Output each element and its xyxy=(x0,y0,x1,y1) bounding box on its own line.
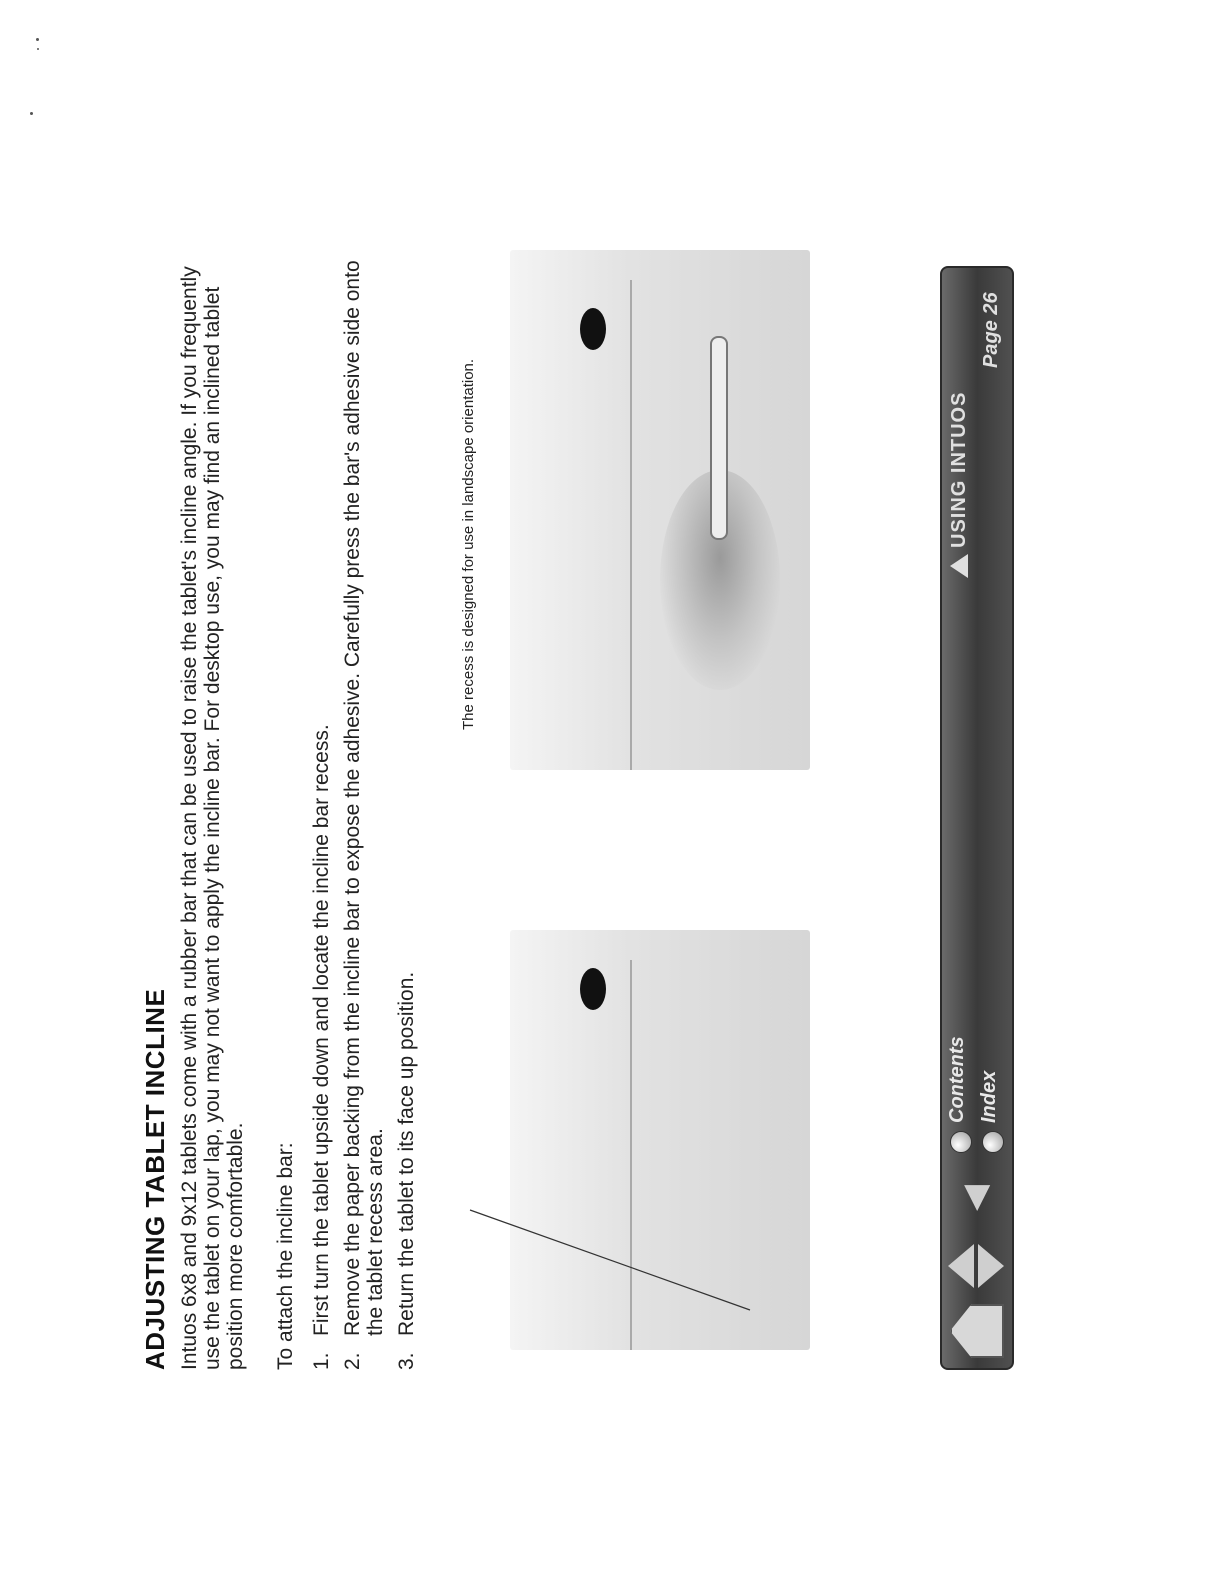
contents-bullet-icon xyxy=(950,1131,972,1153)
step-text: Return the tablet to its face up position. xyxy=(395,971,418,1336)
list-item xyxy=(395,260,418,1370)
applying-incline-bar-photo xyxy=(510,250,810,770)
step-number: 1. xyxy=(310,1352,333,1370)
scan-speck xyxy=(30,112,33,115)
next-page-icon[interactable] xyxy=(978,1244,1004,1288)
scan-speck xyxy=(37,48,39,50)
home-icon[interactable] xyxy=(950,1304,1004,1358)
previous-page-icon[interactable] xyxy=(948,1244,974,1288)
step-number: 2. xyxy=(341,1352,364,1370)
section-up-icon[interactable] xyxy=(950,554,968,578)
index-link[interactable]: Index xyxy=(978,1070,1000,1123)
index-bullet-icon xyxy=(982,1131,1004,1153)
steps-intro: To attach the incline bar: xyxy=(274,1142,297,1370)
section-title[interactable]: USING INTUOS xyxy=(948,391,970,548)
rubber-foot xyxy=(580,308,606,350)
navigation-bar xyxy=(940,266,1014,1370)
incline-bar-recess xyxy=(710,336,728,540)
back-icon[interactable]: ◀ xyxy=(956,1184,994,1212)
list-item xyxy=(310,260,333,1370)
tablet-underside-photo xyxy=(510,930,810,1350)
intro-paragraph: Intuos 6x8 and 9x12 tablets come with a rubber bar that can be used to raise the tablet's incline angle. If you frequently use the tablet on your lap, you may not want to apply the incline bar. For desktop use, you may find an inclined tablet position more comfortable. xyxy=(178,266,247,1370)
page-number: Page 26 xyxy=(980,292,1002,368)
scan-speck xyxy=(36,38,39,41)
list-item xyxy=(341,260,387,1370)
step-text: Remove the paper backing from the incline bar to expose the adhesive. Carefully press the bar's adhesive side onto the tablet recess area. xyxy=(341,260,387,1336)
step-number: 3. xyxy=(395,1352,418,1370)
tablet-edge xyxy=(630,960,632,1350)
step-text: First turn the tablet upside down and locate the incline bar recess. xyxy=(310,724,333,1336)
page-title: ADJUSTING TABLET INCLINE xyxy=(140,988,170,1370)
figure-caption: The recess is designed for use in landscape orientation. xyxy=(460,358,477,730)
steps-list xyxy=(310,260,426,1370)
tablet-edge xyxy=(630,280,632,770)
rubber-foot xyxy=(580,968,606,1010)
rotated-page xyxy=(140,240,1160,1370)
contents-link[interactable]: Contents xyxy=(946,1036,968,1123)
